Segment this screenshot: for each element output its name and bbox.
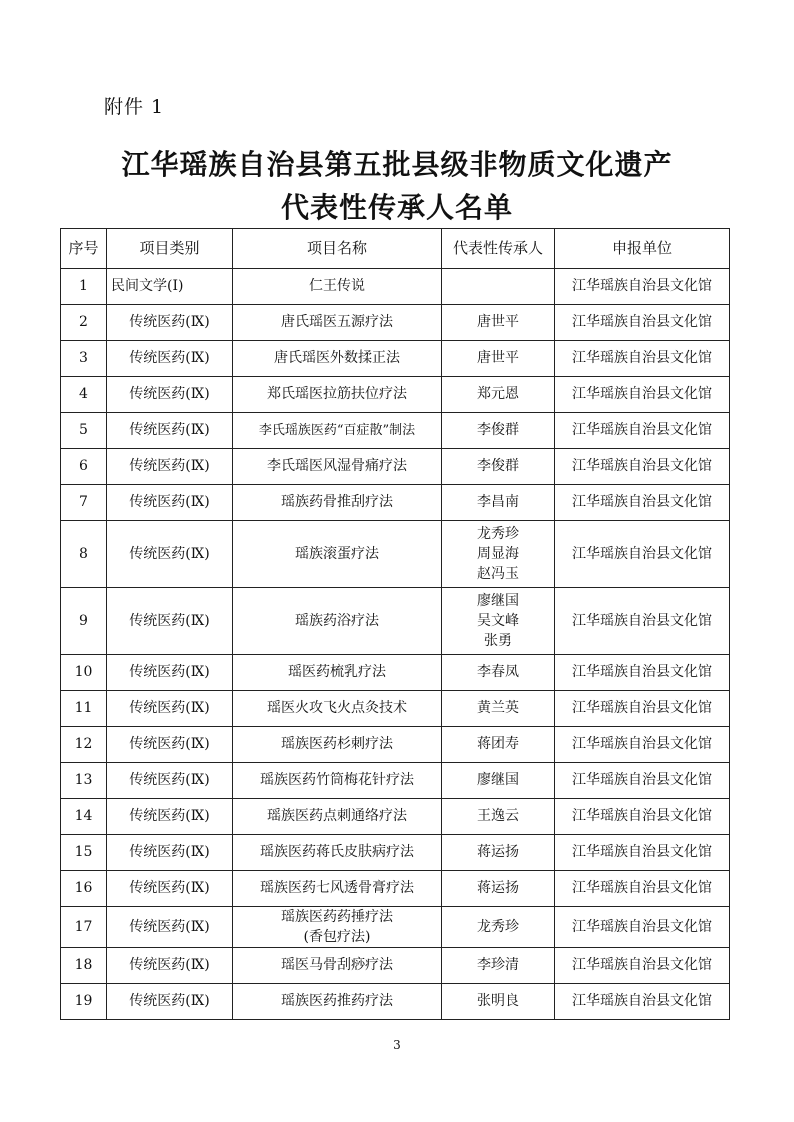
table-row (61, 691, 730, 727)
cell-number: 2 (61, 305, 107, 341)
cell-unit: 江华瑶族自治县文化馆 (555, 984, 730, 1020)
cell-unit: 江华瑶族自治县文化馆 (555, 907, 730, 948)
cell-category: 传统医药(Ⅸ) (107, 835, 233, 871)
cell-inheritor: 蒋运扬 (442, 835, 555, 871)
document-title-line-1: 江华瑶族自治县第五批县级非物质文化遗产 (121, 148, 673, 181)
cell-inheritor: 唐世平 (442, 341, 555, 377)
cell-inheritor: 蒋团寿 (442, 727, 555, 763)
cell-category: 传统医药(Ⅸ) (107, 655, 233, 691)
cell-category: 传统医药(Ⅸ) (107, 727, 233, 763)
table-row (61, 305, 730, 341)
cell-number: 1 (61, 269, 107, 305)
cell-unit: 江华瑶族自治县文化馆 (555, 588, 730, 655)
cell-number: 8 (61, 521, 107, 588)
cell-project-name: 仁王传说 (233, 269, 442, 305)
cell-inheritor: 黄兰英 (442, 691, 555, 727)
cell-category: 传统医药(Ⅸ) (107, 449, 233, 485)
cell-project-name: 瑶医药梳乳疗法 (233, 655, 442, 691)
cell-category: 传统医药(Ⅸ) (107, 948, 233, 984)
cell-project-name: 郑氏瑶医拉筋扶位疗法 (233, 377, 442, 413)
table-row (61, 521, 730, 588)
table-row (61, 763, 730, 799)
cell-category: 传统医药(Ⅸ) (107, 907, 233, 948)
cell-unit: 江华瑶族自治县文化馆 (555, 727, 730, 763)
cell-number: 5 (61, 413, 107, 449)
cell-inheritor: 郑元恩 (442, 377, 555, 413)
table-row (61, 485, 730, 521)
cell-category: 传统医药(Ⅸ) (107, 588, 233, 655)
project-name-line: 瑶族医药药捶疗法 (281, 909, 393, 925)
cell-number: 7 (61, 485, 107, 521)
cell-category: 传统医药(Ⅸ) (107, 485, 233, 521)
table-row (61, 377, 730, 413)
cell-unit: 江华瑶族自治县文化馆 (555, 799, 730, 835)
attachment-label: 附件 1 (104, 96, 165, 118)
cell-inheritor: 王逸云 (442, 799, 555, 835)
inheritor-name: 赵冯玉 (477, 566, 519, 582)
cell-unit: 江华瑶族自治县文化馆 (555, 449, 730, 485)
cell-project-name: 瑶族医药竹筒梅花针疗法 (233, 763, 442, 799)
cell-project-name: 李氏瑶医风湿骨痛疗法 (233, 449, 442, 485)
cell-project-name: 瑶医火攻飞火点灸技术 (233, 691, 442, 727)
cell-inheritor: 李昌南 (442, 485, 555, 521)
cell-unit: 江华瑶族自治县文化馆 (555, 305, 730, 341)
cell-category: 传统医药(Ⅸ) (107, 691, 233, 727)
cell-number: 18 (61, 948, 107, 984)
cell-project-name: 瑶族医药蒋氏皮肤病疗法 (233, 835, 442, 871)
table-row (61, 835, 730, 871)
cell-inheritor: 张明良 (442, 984, 555, 1020)
inheritor-name: 周显海 (477, 546, 519, 562)
cell-inheritor: 李俊群 (442, 413, 555, 449)
column-header-project-name: 项目名称 (233, 229, 442, 269)
column-header-inheritor: 代表性传承人 (442, 229, 555, 269)
table-row (61, 948, 730, 984)
page-number: 3 (393, 1038, 401, 1052)
cell-inheritor: 李俊群 (442, 449, 555, 485)
cell-project-name (233, 907, 442, 948)
table-header-row (61, 229, 730, 269)
cell-project-name: 瑶族医药推药疗法 (233, 984, 442, 1020)
cell-inheritor: 李珍清 (442, 948, 555, 984)
cell-project-name: 瑶医马骨刮痧疗法 (233, 948, 442, 984)
inheritor-name: 廖继国 (477, 593, 519, 609)
cell-number: 15 (61, 835, 107, 871)
inheritor-name: 吴文峰 (477, 613, 519, 629)
cell-unit: 江华瑶族自治县文化馆 (555, 485, 730, 521)
cell-unit: 江华瑶族自治县文化馆 (555, 835, 730, 871)
column-header-number: 序号 (61, 229, 107, 269)
cell-number: 14 (61, 799, 107, 835)
table-row (61, 269, 730, 305)
cell-category: 传统医药(Ⅸ) (107, 984, 233, 1020)
cell-unit: 江华瑶族自治县文化馆 (555, 871, 730, 907)
cell-category: 民间文学(Ⅰ) (107, 269, 233, 305)
project-name-line: (香包疗法) (303, 929, 371, 945)
table-row (61, 799, 730, 835)
cell-number: 9 (61, 588, 107, 655)
cell-category: 传统医药(Ⅸ) (107, 413, 233, 449)
cell-unit: 江华瑶族自治县文化馆 (555, 377, 730, 413)
cell-category: 传统医药(Ⅸ) (107, 763, 233, 799)
table-row (61, 984, 730, 1020)
cell-project-name: 瑶族药浴疗法 (233, 588, 442, 655)
cell-category: 传统医药(Ⅸ) (107, 521, 233, 588)
table-row (61, 655, 730, 691)
cell-project-name: 唐氏瑶医外数揉正法 (233, 341, 442, 377)
cell-number: 12 (61, 727, 107, 763)
cell-project-name: 瑶族药骨推刮疗法 (233, 485, 442, 521)
inheritor-name: 张勇 (484, 633, 512, 649)
cell-number: 4 (61, 377, 107, 413)
cell-project-name: 唐氏瑶医五源疗法 (233, 305, 442, 341)
cell-inheritor: 李春凤 (442, 655, 555, 691)
cell-number: 11 (61, 691, 107, 727)
table-row (61, 413, 730, 449)
cell-project-name: 瑶族医药杉刺疗法 (233, 727, 442, 763)
cell-number: 13 (61, 763, 107, 799)
cell-unit: 江华瑶族自治县文化馆 (555, 948, 730, 984)
cell-inheritor: 廖继国 (442, 763, 555, 799)
cell-inheritor (442, 269, 555, 305)
cell-unit: 江华瑶族自治县文化馆 (555, 521, 730, 588)
inheritor-table (60, 228, 730, 1020)
cell-unit: 江华瑶族自治县文化馆 (555, 655, 730, 691)
cell-number: 16 (61, 871, 107, 907)
cell-inheritor (442, 521, 555, 588)
cell-number: 10 (61, 655, 107, 691)
cell-number: 19 (61, 984, 107, 1020)
cell-number: 3 (61, 341, 107, 377)
column-header-category: 项目类别 (107, 229, 233, 269)
table-row (61, 727, 730, 763)
cell-inheritor: 蒋运扬 (442, 871, 555, 907)
cell-category: 传统医药(Ⅸ) (107, 871, 233, 907)
cell-inheritor: 龙秀珍 (442, 907, 555, 948)
cell-category: 传统医药(Ⅸ) (107, 377, 233, 413)
cell-project-name: 瑶族医药点刺通络疗法 (233, 799, 442, 835)
inheritor-name: 龙秀珍 (477, 526, 519, 542)
cell-unit: 江华瑶族自治县文化馆 (555, 269, 730, 305)
table-row (61, 871, 730, 907)
cell-inheritor (442, 588, 555, 655)
cell-category: 传统医药(Ⅸ) (107, 341, 233, 377)
cell-project-name: 瑶族滚蛋疗法 (233, 521, 442, 588)
cell-unit: 江华瑶族自治县文化馆 (555, 413, 730, 449)
cell-number: 6 (61, 449, 107, 485)
cell-category: 传统医药(Ⅸ) (107, 305, 233, 341)
cell-number: 17 (61, 907, 107, 948)
cell-unit: 江华瑶族自治县文化馆 (555, 763, 730, 799)
cell-unit: 江华瑶族自治县文化馆 (555, 691, 730, 727)
cell-project-name: 李氏瑶族医药“百症散”制法 (233, 413, 442, 449)
table-row (61, 907, 730, 948)
cell-project-name: 瑶族医药七风透骨膏疗法 (233, 871, 442, 907)
cell-unit: 江华瑶族自治县文化馆 (555, 341, 730, 377)
table-row (61, 588, 730, 655)
cell-category: 传统医药(Ⅸ) (107, 799, 233, 835)
cell-inheritor: 唐世平 (442, 305, 555, 341)
table-row (61, 449, 730, 485)
column-header-unit: 申报单位 (555, 229, 730, 269)
table-row (61, 341, 730, 377)
document-title-line-2: 代表性传承人名单 (280, 191, 513, 224)
